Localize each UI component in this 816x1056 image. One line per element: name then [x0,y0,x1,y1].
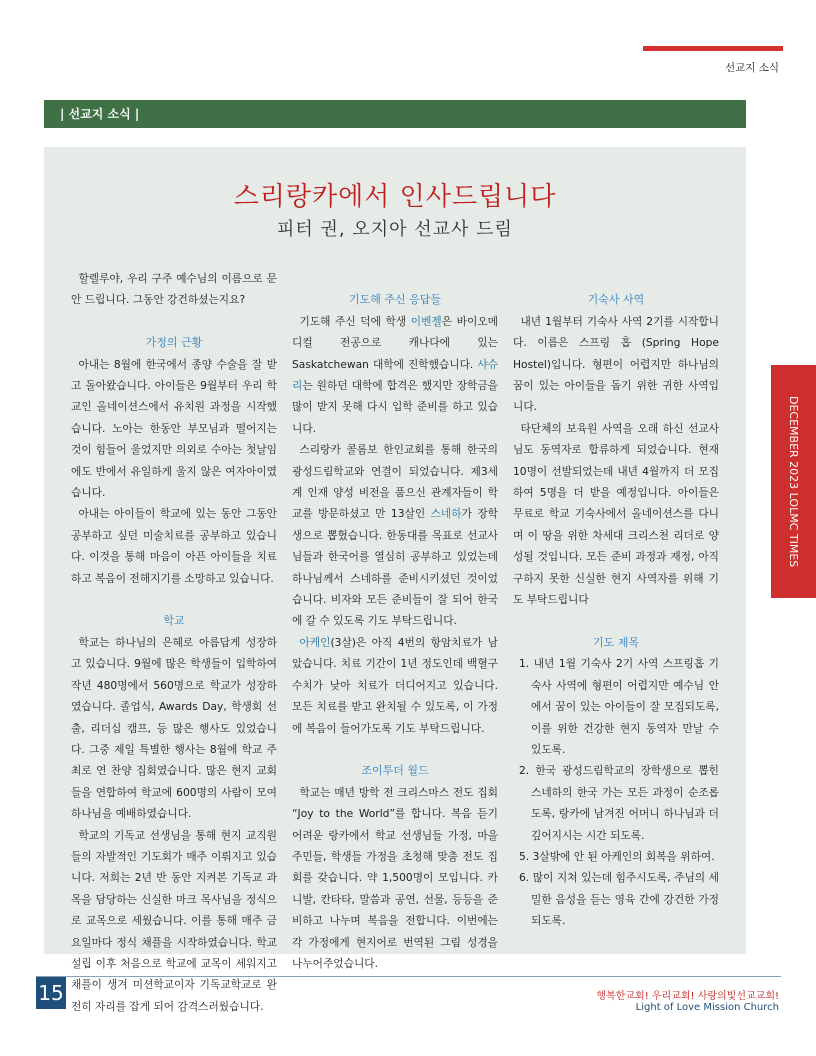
prayer-topic-item: 2. 한국 광성드림학교의 장학생으로 뽑힌 스네하의 한국 가는 모든 과정이 순조롭도록, 랑카에 남겨진 어머니 하나님과 더 깊어지시는 시간 되도록. [519,764,719,842]
section-bar: | 선교지 소식 | [44,100,746,128]
prayer-paragraph-1: 기도해 주신 덕에 학생 이벤젤은 바이오메디컬 전공으로 캐나다에 있는 Saskatchewan 대학에 진학했습니다. 샤슈리는 원하던 대학에 합격은 했지만 장학금을 많이 받지 못해 다시 입학 준비를 하고 있습니다. [292,314,498,435]
article-title: 스리랑카에서 인사드립니다 [233,182,557,212]
joy-paragraph: 학교는 매년 방학 전 크리스마스 전도 집회 “Joy to the World”를 합니다. 복음 듣기 어려운 랑카에서 학교 선생님들 가정, 마을 주민들, 학생들 가정을 초청해 맞춤 전도 집회를 갖습니다. 약 1,500명이 모입니다. 카니발, 칸타타, 말씀과 공연, 선물, 등등을 준비하고 나누며 복음을 전합니다. 이번에는 각 가정에게 현지어로 번역된 그림 성경을 나누어주었습니다. [292,785,498,970]
section-label: 선교지 소식 [724,62,779,74]
dorm-paragraph-1: 내년 1월부터 기숙사 사역 2기를 시작합니다. 이름은 스프링 홉 (Spring Hope Hostel)입니다. 형편이 어렵지만 하나님의 꿈이 있는 아이들을 돕기 위한 귀한 사역입니다. [513,314,719,414]
prayer-topic-item: 1. 내년 1월 기숙사 2기 사역 스프링홉 기숙사 사역에 형편이 어렵지만 예수님 안에서 꿈이 있는 아이들이 잘 모집되도록, 이를 위한 건강한 현지 동역자 만날 수 있도록. [519,657,719,756]
page-number: 15 [36,977,66,1009]
column-2-content [292,268,498,970]
student-name-2: 샤슈리 [292,357,498,393]
column-3-content [513,268,719,932]
school-paragraph-1: 학교는 하나님의 은혜로 아름답게 성장하고 있습니다. 9월에 많은 학생들이 입학하여 작년 480명에서 560명으로 학교가 성장하였습니다. 졸업식, Awards Day, 학생회 선출, 리더십 캠프, 등 많은 행사도 있었습니다. 그중 제일 특별한 행사는 8월에 학교 주최로 연 찬양 집회였습니다. 많은 현지 교회들을 연합하여 학교에 600명의 사람이 모여 하나님을 예배하였습니다. [71,635,277,821]
side-tab-label: DECEMBER 2023 LOLMC TIMES [787,395,800,568]
article-subtitle: 피터 권, 오지아 선교사 드림 [277,219,513,240]
prayer-topic-item: 5. 3살밖에 안 된 아케인의 회복을 위하여. [519,849,715,863]
heading-joy-to-the-world: 조이투더 월드 [361,764,429,778]
family-paragraph-1: 아내는 8월에 한국에서 종양 수술을 잘 받고 돌아왔습니다. 아이들은 9월부터 우리 학교인 올네이션스에서 유치원 과정을 시작했습니다. 노아는 한동안 부모님과 떨어지는 것이 힘들어 울었지만 의외로 수아는 첫날임에도 반에서 유일하게 울지 않은 여자아이였습니다. [71,357,277,500]
prayer-topic-item: 6. 많이 지쳐 있는데 힘주시도록, 주님의 세밀한 음성을 듣는 영육 간에 강건한 가정 되도록. [519,871,719,928]
school-paragraph-2: 학교의 기독교 선생님을 통해 현지 교직원들의 자발적인 기도회가 매주 이뤄지고 있습니다. 저희는 2년 반 동안 지켜본 기독교 과목을 담당하는 신실한 마크 목사님을 정식으로 교목으로 세웠습니다. 이를 통해 매주 금요일마다 정식 채플을 시작하였습니다. 학교 설립 이후 처음으로 학교에 교목이 세워지고 채플이 생겨 미션학교이자 기독교학교로 완전히 자리를 잡게 되어 감격스러웠습니다. [71,828,277,1013]
footer-divider [36,976,781,977]
family-paragraph-2: 아내는 아이들이 학교에 있는 동안 그동안 공부하고 싶던 미술치료를 공부하고 있습니다. 이것을 통해 마음이 아픈 아이들을 치료하고 복음이 전해지기를 소망하고 있습니다. [71,507,277,585]
dorm-paragraph-2: 타단체의 보육원 사역을 오래 하신 선교사님도 동역자로 합류하게 되었습니다. 현재 10명이 선발되었는데 내년 4월까지 더 모집하여 5명을 더 받을 예정입니다. 아이들은 무료로 학교 기숙사에서 올네이션스를 다니며 이 땅을 위한 차세대 크리스천 리더로 양성될 것입니다. 모든 준비 과정과 재정, 아직 구하지 못한 신실한 현지 사역자를 위해 기도 부탁드립니다 [513,421,719,607]
student-name-3: 스네하 [430,507,462,521]
column-1 [71,268,277,1013]
heading-prayer-answers: 기도해 주신 응답들 [348,293,441,307]
footer-slogan: 행복한교회! 우리교회! 사랑의빛선교교회! [596,991,779,1002]
header-accent-line [643,46,783,51]
student-name-1: 이벤젤 [410,314,442,328]
heading-dormitory: 기숙사 사역 [587,293,645,307]
child-name: 아케인 [299,635,331,649]
prayer-paragraph-3: 아케인(3살)은 아직 4번의 항암치료가 남았습니다. 치료 기간이 1년 정도인데 백혈구 수치가 낮아 치료가 더디어지고 있습니다. 모든 치료를 받고 완치될 수 있도록, 이 가정에 복음이 들어가도록 기도 부탁드립니다. [292,635,498,735]
intro-paragraph: 할렐루야, 우리 구주 예수님의 이름으로 문안 드립니다. 그동안 강건하셨는지요? [71,272,277,307]
heading-prayer-topics: 기도 제목 [592,635,639,649]
heading-school: 학교 [163,614,185,628]
prayer-topics-list [513,653,719,931]
footer-church-name: Light of Love Mission Church [635,1002,779,1013]
heading-family: 가정의 근황 [145,336,203,350]
prayer-paragraph-2: 스리랑카 콜롬보 한인교회를 통해 한국의 광성드림학교와 연결이 되었습니다. 제3세계 인재 양성 비전을 품으신 관계자들이 학교를 방문하셨고 만 13살인 스네하가 장학생으로 뽑혔습니다. 한동대를 목표로 선교사님들과 한국어를 열심히 공부하고 있었는데 하나님께서 스네하를 준비시키셨던 것이었습니다. 비자와 모든 준비들이 잘 되어 한국에 갈 수 있도록 기도 부탁드립니다. [292,443,498,628]
